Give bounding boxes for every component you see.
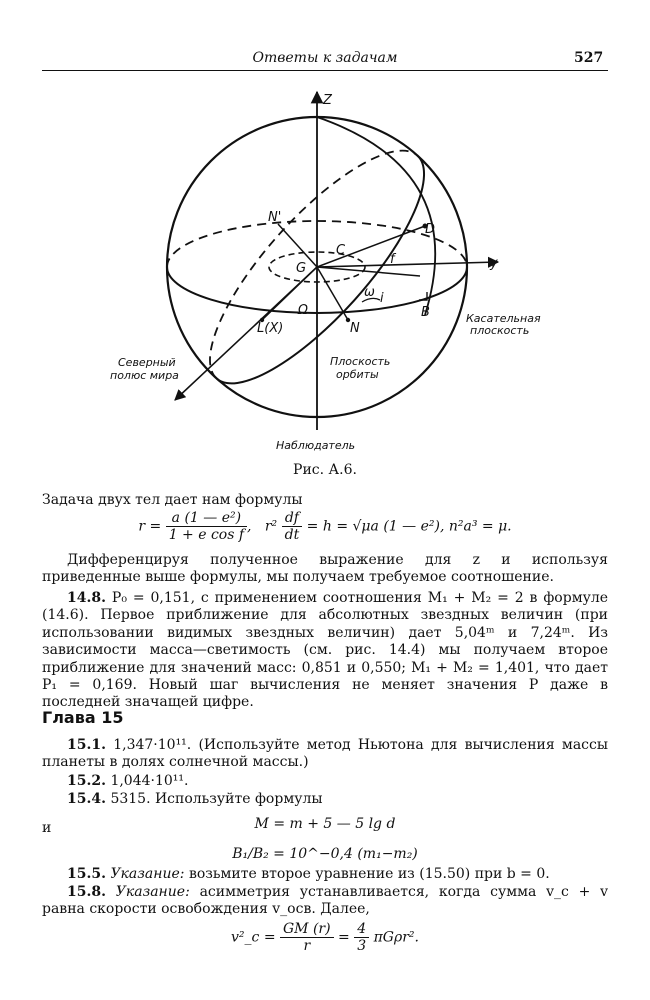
page-number: 527 — [574, 50, 604, 66]
problem-15-4: 15.4. 5315. Используйте формулы — [67, 791, 323, 807]
formula-brightness: B₁/B₂ = 10^−0,4 (m₁−m₂) — [232, 846, 418, 862]
problem-15-8: 15.8. Указание: асимметрия устанавливается, когда сумма v_c + v равна скорости освобождения v_осв. Далее, — [42, 884, 608, 918]
label-orbit-2: орбиты — [336, 368, 379, 381]
fraction-df-dt: $\frac{df}{dt}$ — [282, 510, 303, 543]
label-g: G — [296, 261, 307, 276]
differentiate-paragraph: Дифференцируя полученное выражение для z и используя приведенные выше формулы, мы получаем требуемое соотношение. — [42, 552, 608, 586]
running-header: Ответы к задачам — [252, 50, 398, 66]
label-omega: Ω — [298, 303, 308, 318]
formula-orbit: r = $\frac{\text{a (1 — e²)}}{\text{1 + e cos f}}$ , r² $\frac{df}{dt}$ = h = √μa (1 — e²), n²a³ = μ. — [138, 510, 512, 543]
label-tangent-2: плоскость — [470, 324, 530, 337]
two-body-text: Задача двух тел дает нам формулы — [42, 492, 303, 508]
y-axis — [317, 262, 498, 267]
problem-15-5: 15.5. Указание: возьмите второе уравнение из (15.50) при b = 0. — [67, 866, 550, 882]
label-observer: Наблюдатель — [276, 439, 356, 452]
label-f: f — [390, 252, 395, 267]
label-i: i — [380, 291, 384, 306]
label-l: L(X) — [257, 321, 284, 336]
label-b: B — [421, 305, 430, 320]
figure-caption: Рис. А.6. — [293, 462, 357, 478]
label-tangent-1: Касательная — [466, 312, 541, 325]
fraction-r: $\frac{\text{a (1 — e²)}}{\text{1 + e cos f}}$ — [166, 510, 247, 543]
celestial-sphere-figure — [0, 80, 650, 460]
orbit-back — [179, 122, 417, 378]
problem-14-8: 14.8. P₀ = 0,151, с применением соотношения M₁ + M₂ = 2 в формуле (14.6). Первое приближение для абсолютных звездных величин (при использовании видимых звездных величин) дает 5,04ᵐ и 7,24ᵐ. Из зависимости масса—светимость (см. рис. 14.4) мы получаем второе приближение для значений масс: 0,851 и 0,550; M₁ + M₂ = 1,401, что дает P₁ = 0,169. Новый шаг вычисления не меняет значения P даже в последней значащей цифре. — [42, 590, 608, 711]
formula-velocity: v²_c = $\frac{GM (r)}{r}$ = $\frac{4}{3}$ πGρr². — [231, 921, 419, 954]
problem-15-1: 15.1. 1,347·10¹¹. (Используйте метод Ньютона для вычисления массы планеты в долях солнечной массы.) — [42, 737, 608, 771]
label-z: Z — [323, 93, 332, 108]
formula-magnitude: M = m + 5 — 5 lg d — [254, 816, 396, 832]
label-pole-1: Северный — [118, 356, 176, 369]
label-orbit-1: Плоскость — [330, 355, 391, 368]
chapter-heading: Глава 15 — [42, 708, 124, 727]
label-pole-2: полюс мира — [110, 369, 179, 382]
label-y: y — [490, 256, 498, 271]
label-c: C — [336, 243, 346, 258]
problem-15-2: 15.2. 1,044·10¹¹. — [67, 773, 189, 789]
meridian — [317, 117, 435, 315]
and-word: и — [42, 820, 52, 836]
label-d: D — [425, 222, 436, 237]
header-rule — [42, 70, 608, 71]
label-omega-small: ω — [364, 285, 375, 300]
label-n-prime: N' — [268, 210, 282, 225]
label-n: N — [350, 321, 360, 336]
